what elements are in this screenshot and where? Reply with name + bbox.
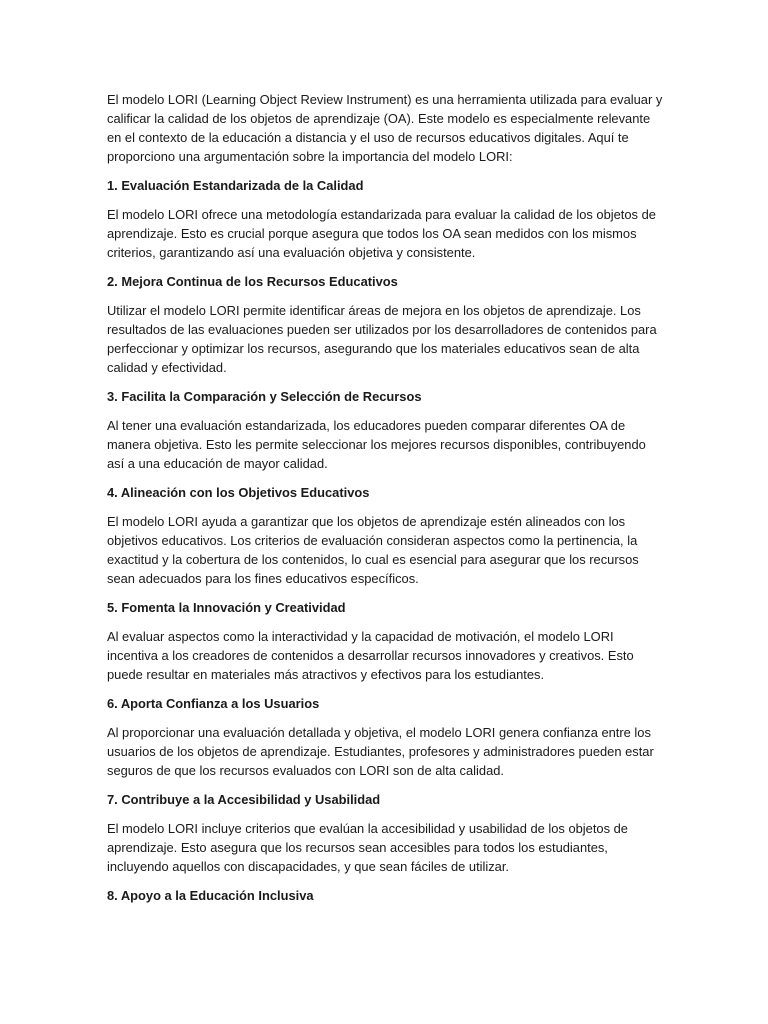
section-heading: 7. Contribuye a la Accesibilidad y Usabilidad	[107, 792, 381, 807]
section-1	[107, 176, 663, 262]
section-body: Utilizar el modelo LORI permite identificar áreas de mejora en los objetos de aprendizaje. Los resultados de las evaluaciones pueden ser utilizados por los desarrolladores de contenidos para perfeccionar y optimizar los recursos, asegurando que los materiales educativos sean de alta calidad y efectividad.	[107, 303, 657, 375]
section-heading: 4. Alineación con los Objetivos Educativos	[107, 485, 370, 500]
section-heading: 2. Mejora Continua de los Recursos Educativos	[107, 274, 398, 289]
section-3	[107, 387, 663, 473]
section-5	[107, 598, 663, 684]
section-heading: 5. Fomenta la Innovación y Creatividad	[107, 600, 346, 615]
section-heading: 8. Apoyo a la Educación Inclusiva	[107, 888, 314, 903]
section-heading: 1. Evaluación Estandarizada de la Calidad	[107, 178, 364, 193]
section-body: Al proporcionar una evaluación detallada y objetiva, el modelo LORI genera confianza entre los usuarios de los objetos de aprendizaje. Estudiantes, profesores y administradores pueden estar seguros de que los recursos evaluados con LORI son de alta calidad.	[107, 725, 654, 778]
section-2	[107, 272, 663, 377]
section-body: Al evaluar aspectos como la interactividad y la capacidad de motivación, el modelo LORI incentiva a los creadores de contenidos a desarrollar recursos innovadores y creativos. Esto puede resultar en materiales más atractivos y efectivos para los estudiantes.	[107, 629, 634, 682]
section-body: El modelo LORI ofrece una metodología estandarizada para evaluar la calidad de los objetos de aprendizaje. Esto es crucial porque asegura que todos los OA sean medidos con los mismos criterios, garantizando así una evaluación objetiva y consistente.	[107, 207, 656, 260]
section-6	[107, 694, 663, 780]
intro-paragraph: El modelo LORI (Learning Object Review Instrument) es una herramienta utilizada para evaluar y calificar la calidad de los objetos de aprendizaje (OA). Este modelo es especialmente relevante en el contexto de la educación a distancia y el uso de recursos educativos digitales. Aquí te proporciono una argumentación sobre la importancia del modelo LORI:	[107, 92, 663, 164]
section-body: El modelo LORI incluye criterios que evalúan la accesibilidad y usabilidad de los objetos de aprendizaje. Esto asegura que los recursos sean accesibles para todos los estudiantes, incluyendo aquellos con discapacidades, y que sean fáciles de utilizar.	[107, 821, 628, 874]
section-7	[107, 790, 663, 876]
section-4	[107, 483, 663, 588]
section-heading: 3. Facilita la Comparación y Selección de Recursos	[107, 389, 422, 404]
document-page	[107, 90, 663, 915]
section-heading: 6. Aporta Confianza a los Usuarios	[107, 696, 320, 711]
section-8	[107, 886, 663, 905]
section-body: El modelo LORI ayuda a garantizar que los objetos de aprendizaje estén alineados con los objetivos educativos. Los criterios de evaluación consideran aspectos como la pertinencia, la exactitud y la cobertura de los contenidos, lo cual es esencial para asegurar que los recursos sean adecuados para los fines educativos específicos.	[107, 514, 639, 586]
section-body: Al tener una evaluación estandarizada, los educadores pueden comparar diferentes OA de manera objetiva. Esto les permite seleccionar los mejores recursos disponibles, contribuyendo así a una educación de mayor calidad.	[107, 418, 646, 471]
